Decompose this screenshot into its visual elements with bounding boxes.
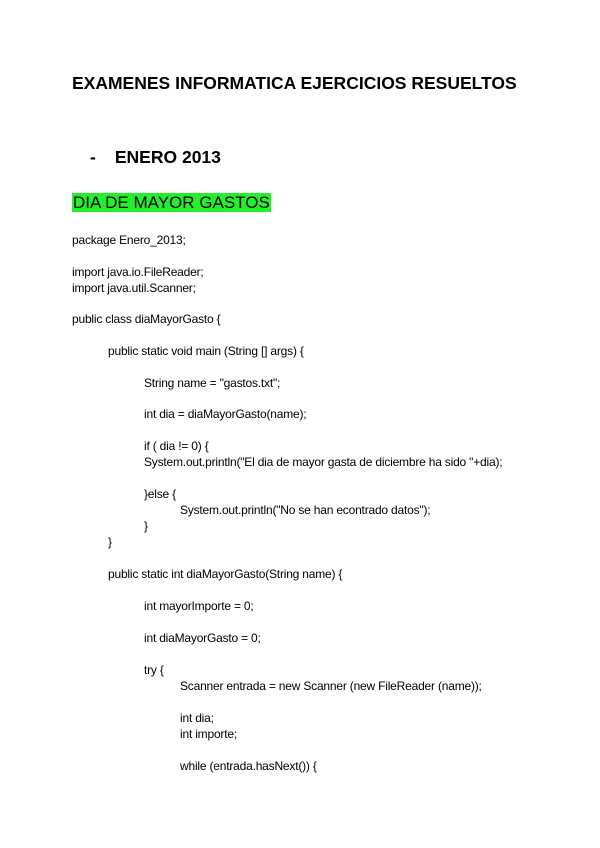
code-line: package Enero_2013;	[72, 233, 186, 247]
code-line: int importe;	[180, 727, 237, 741]
highlighted-section-title: DIA DE MAYOR GASTOS	[73, 193, 270, 212]
code-line: try {	[144, 663, 164, 677]
code-line: public static void main (String [] args) {	[108, 344, 304, 358]
code-line: System.out.println("No se han econtrado datos");	[180, 503, 431, 517]
code-line: while (entrada.hasNext()) {	[180, 759, 317, 773]
code-line: public static int diaMayorGasto(String name) {	[108, 567, 343, 581]
code-line: }else {	[144, 487, 176, 501]
code-line: int dia = diaMayorGasto(name);	[144, 407, 307, 421]
code-line: int diaMayorGasto = 0;	[144, 631, 261, 645]
code-line: }	[108, 535, 112, 549]
code-line: int dia;	[180, 711, 214, 725]
document-title: EXAMENES INFORMATICA EJERCICIOS RESUELTOS	[72, 73, 517, 93]
code-line: import java.util.Scanner;	[72, 281, 196, 295]
code-line: if ( dia != 0) {	[144, 439, 209, 453]
code-line: import java.io.FileReader;	[72, 265, 204, 279]
code-line: }	[144, 519, 148, 533]
bullet-dash: -	[90, 147, 96, 167]
code-line: String name = "gastos.txt";	[144, 376, 281, 390]
subheading-text: ENERO 2013	[114, 147, 221, 167]
code-line: Scanner entrada = new Scanner (new FileReader (name));	[180, 679, 482, 693]
code-line: System.out.println("El dia de mayor gasta de diciembre ha sido "+dia);	[144, 455, 503, 469]
code-line: int mayorImporte = 0;	[144, 599, 254, 613]
code-line: public class diaMayorGasto {	[72, 312, 221, 326]
